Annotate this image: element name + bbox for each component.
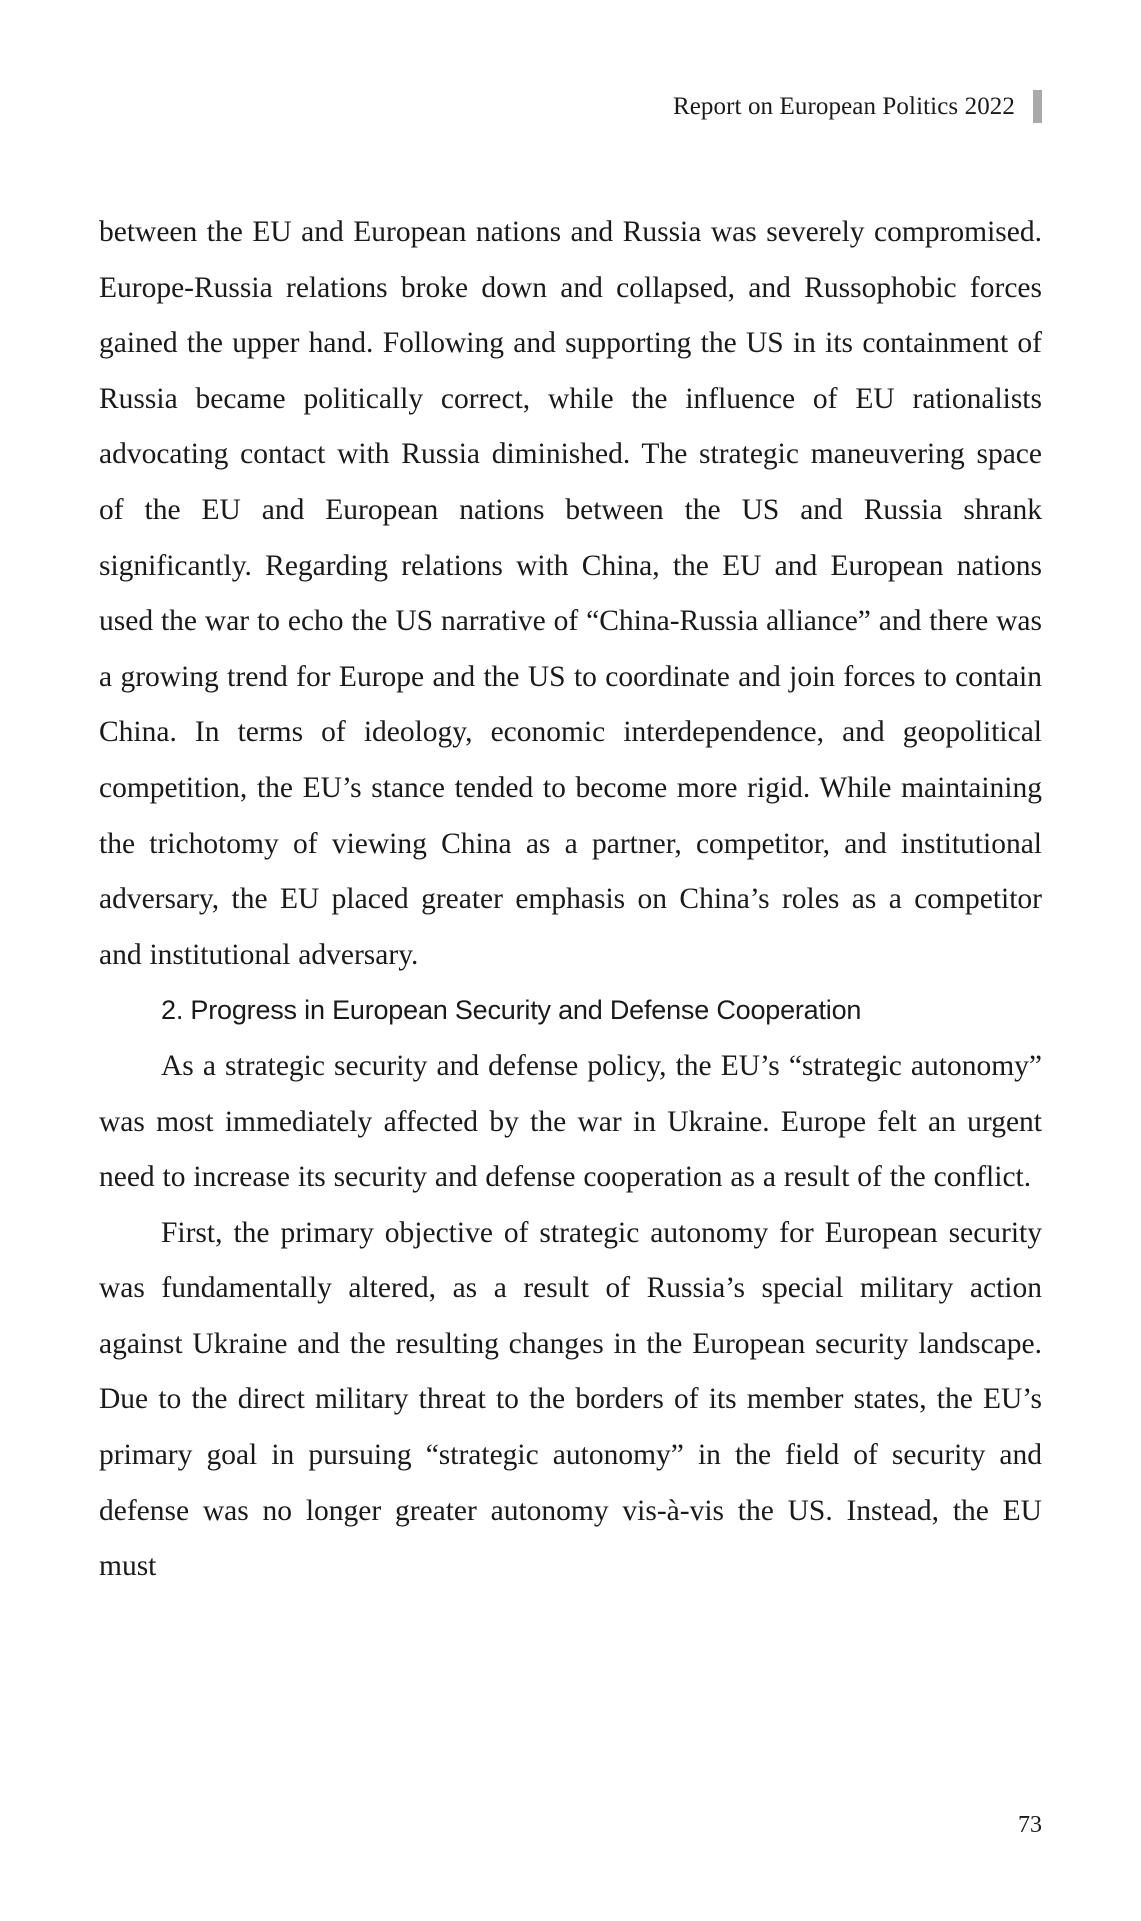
running-header bbox=[673, 90, 1042, 123]
running-header-title: Report on European Politics 2022 bbox=[672, 92, 1015, 120]
section-heading: 2. Progress in European Security and Defense Cooperation bbox=[161, 995, 862, 1026]
body-paragraph-1: between the EU and European nations and Russia was severely compromised. Europe-Russia relations broke down and collapsed, and Russophobic forces gained the upper hand. Following and supporting the US in its containment of Russia became politically correct, while the influence of EU rationalists advocating contact with Russia diminished. The strategic maneuvering space of the EU and European nations between the US and Russia shrank significantly. Regarding relations with China, the EU and European nations used the war to echo the US narrative of “China-Russia alliance” and there was a growing trend for Europe and the US to coordinate and join forces to contain China. In terms of ideology, economic interdependence, and geopolitical competition, the EU’s stance tended to become more rigid. While maintaining the trichotomy of viewing China as a partner, competitor, and institutional adversary, the EU placed greater emphasis on China’s roles as a competitor and institutional adversary. bbox=[99, 216, 1042, 971]
header-accent-bar bbox=[1033, 90, 1042, 123]
page-body bbox=[99, 205, 1042, 1595]
body-paragraph-2: As a strategic security and defense policy, the EU’s “strategic autonomy” was most immediately affected by the war in Ukraine. Europe felt an urgent need to increase its security and defense cooperation as a result of the conflict. bbox=[99, 1049, 1042, 1194]
body-paragraph-3: First, the primary objective of strategic autonomy for European security was fundamentally altered, as a result of Russia’s special military action against Ukraine and the resulting changes in the European security landscape. Due to the direct military threat to the borders of its member states, the EU’s primary goal in pursuing “strategic autonomy” in the field of security and defense was no longer greater autonomy vis-à-vis the US. Instead, the EU must bbox=[99, 1216, 1042, 1583]
page-number: 73 bbox=[1018, 1812, 1042, 1838]
